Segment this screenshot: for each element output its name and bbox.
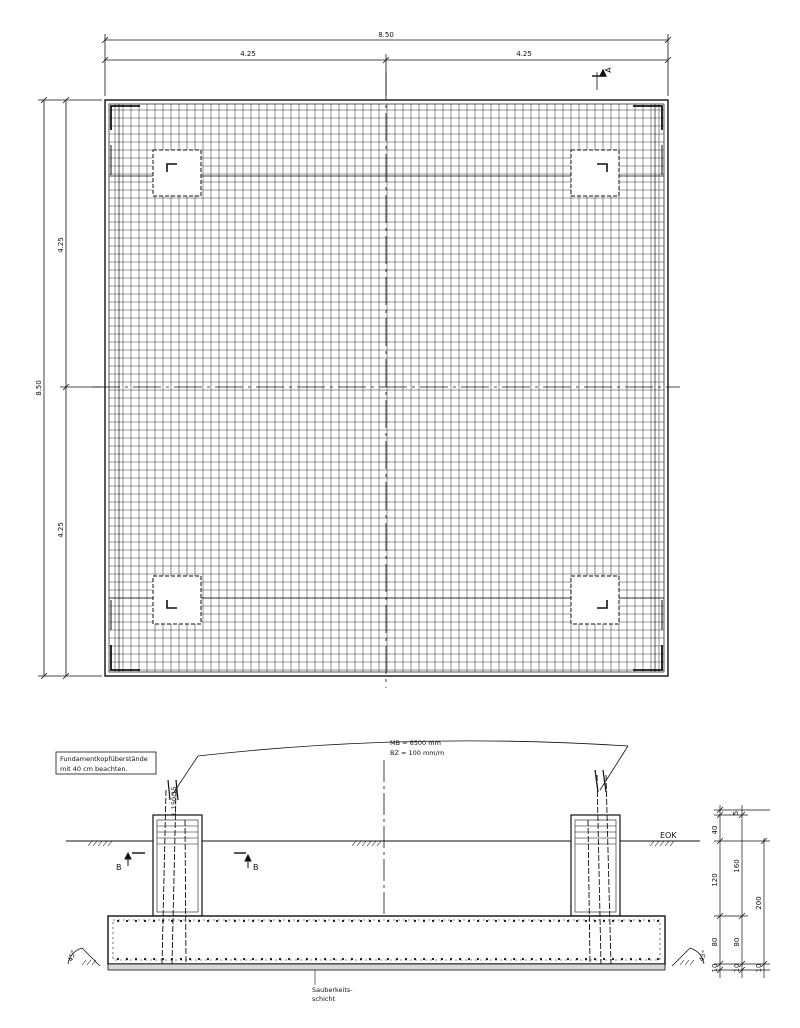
rebar-dot: [486, 958, 488, 960]
rebar-dot: [531, 920, 533, 922]
rebar-dot: [189, 920, 191, 922]
rebar-dot: [450, 920, 452, 922]
rebar-dot: [495, 920, 497, 922]
plan-view: [35, 31, 680, 688]
radius-leader-right: [600, 746, 628, 790]
rebar-dot: [459, 958, 461, 960]
rebar-dot: [639, 920, 641, 922]
rebar-dot: [630, 920, 632, 922]
lean-layer-label-2: schicht: [312, 995, 336, 1003]
rebar-dot: [144, 920, 146, 922]
rebar-dot: [333, 958, 335, 960]
rebar-dot: [648, 958, 650, 960]
angle-right-label: 45°: [697, 949, 709, 963]
dim-inner-2: 120: [711, 873, 719, 887]
rebar-dot: [234, 920, 236, 922]
rebar-dot: [378, 958, 380, 960]
rebar-dot: [144, 958, 146, 960]
rebar-dot: [297, 920, 299, 922]
rebar-dot: [513, 920, 515, 922]
rebar-dot: [432, 920, 434, 922]
rebar-dot: [459, 920, 461, 922]
dim-mid-0: 160: [733, 859, 741, 873]
rebar-dot: [639, 958, 641, 960]
rebar-dot: [441, 920, 443, 922]
rebar-dot: [315, 958, 317, 960]
section-marker-b-right: [234, 853, 251, 868]
rebar-dot: [423, 920, 425, 922]
rebar-dot: [261, 958, 263, 960]
rebar-dot: [468, 958, 470, 960]
rebar-dot: [324, 958, 326, 960]
rebar-dot: [261, 920, 263, 922]
rebar-dot: [558, 920, 560, 922]
rebar-dot: [423, 958, 425, 960]
rebar-dot: [549, 920, 551, 922]
rebar-dot: [630, 958, 632, 960]
rebar-dot: [549, 958, 551, 960]
dim-total-height: 8.50: [35, 380, 43, 396]
rebar-dot: [612, 920, 614, 922]
rebar-dot: [342, 958, 344, 960]
rebar-dot: [414, 958, 416, 960]
rebar-dot: [225, 920, 227, 922]
rebar-dot: [387, 920, 389, 922]
rebar-dot: [450, 958, 452, 960]
rebar-dot: [504, 958, 506, 960]
pedestal-stirrups: [157, 820, 616, 912]
profile-tops: [168, 770, 606, 800]
rebar-dot: [234, 958, 236, 960]
rebar-dot: [585, 958, 587, 960]
rebar-dot: [270, 958, 272, 960]
section-dimension-chains: [714, 805, 770, 978]
rebar-dot: [495, 958, 497, 960]
rebar-dot: [414, 920, 416, 922]
section-view: [56, 739, 770, 1003]
dim-mid-1: 80: [733, 937, 741, 947]
rebar-dot: [396, 920, 398, 922]
radius-text-1: MB = 6500 mm: [390, 739, 441, 747]
rebar-dot: [657, 920, 659, 922]
rebar-dot: [594, 920, 596, 922]
left-dimension: [38, 97, 102, 679]
rebar-dot: [315, 920, 317, 922]
rebar-dot: [216, 958, 218, 960]
rebar-dot: [270, 920, 272, 922]
rebar-dot: [621, 920, 623, 922]
rebar-dot: [279, 920, 281, 922]
rebar-dot: [405, 920, 407, 922]
rebar-dot: [378, 920, 380, 922]
rebar-dot: [324, 920, 326, 922]
section-marker-b-right-label: B: [253, 863, 259, 872]
rebar-dot: [657, 958, 659, 960]
lean-concrete-layer: [108, 964, 665, 970]
rebar-dot: [396, 958, 398, 960]
dim-half-top: 4.25: [57, 237, 65, 253]
dim-mid-2: 10: [733, 963, 741, 973]
note-line-2: mit 40 cm beachten.: [60, 765, 128, 773]
rebar-dot: [342, 920, 344, 922]
rebar-dot: [504, 920, 506, 922]
rebar-dot: [486, 920, 488, 922]
lean-layer-label-1: Sauberkeits-: [312, 986, 353, 994]
rebar-dot: [540, 920, 542, 922]
rebar-dot: [207, 958, 209, 960]
rebar-dot: [198, 920, 200, 922]
angle-left-label: 45°: [66, 949, 78, 963]
dim-half-right: 4.25: [516, 50, 532, 58]
rebar-dot: [558, 958, 560, 960]
rebar-dot: [351, 920, 353, 922]
rebar-dot: [648, 920, 650, 922]
rebar-dot: [126, 920, 128, 922]
foundation-slab: [108, 916, 665, 964]
pedestal-right: [571, 815, 620, 916]
note-line-1: Fundamentkopfüberstände: [60, 755, 148, 763]
rebar-dot: [243, 920, 245, 922]
rebar-dot: [603, 958, 605, 960]
rebar-dot: [477, 920, 479, 922]
rebar-dot: [603, 920, 605, 922]
dim-total-200: 200: [755, 896, 763, 910]
top-dimension: [102, 34, 671, 96]
profile-label: L 150/15: [170, 786, 178, 815]
dim-half-bottom: 4.25: [57, 522, 65, 538]
rebar-dot: [369, 958, 371, 960]
rebar-dot: [288, 958, 290, 960]
rebar-dot: [576, 958, 578, 960]
section-marker-a-label: A: [604, 67, 613, 73]
dim-bottom-10: 10: [755, 963, 763, 973]
rebar-dot: [198, 958, 200, 960]
rebar-dot: [360, 958, 362, 960]
dim-inner-0: 5: [732, 810, 740, 816]
rebar-dot: [540, 958, 542, 960]
rebar-dot: [279, 958, 281, 960]
rebar-dot: [369, 920, 371, 922]
rebar-dot: [441, 958, 443, 960]
rebar-dot: [126, 958, 128, 960]
rebar-dot: [333, 920, 335, 922]
rebar-dot: [252, 958, 254, 960]
rebar-dot: [306, 958, 308, 960]
rebar-dot: [180, 920, 182, 922]
rebar-dot: [468, 920, 470, 922]
rebar-dot: [117, 920, 119, 922]
rebar-dot: [306, 920, 308, 922]
rebar-dot: [585, 920, 587, 922]
rebar-dot: [252, 920, 254, 922]
rebar-dot: [180, 958, 182, 960]
rebar-dot: [567, 920, 569, 922]
rebar-dot: [531, 958, 533, 960]
rebar-dot: [522, 920, 524, 922]
rebar-dot: [153, 958, 155, 960]
rebar-dot: [288, 920, 290, 922]
rebar-dot: [135, 920, 137, 922]
dim-inner-3: 80: [711, 937, 719, 947]
dim-inner-4: 10: [711, 963, 719, 973]
rebar-dot: [216, 920, 218, 922]
rebar-dot: [225, 958, 227, 960]
dim-half-left: 4.25: [240, 50, 256, 58]
rebar-dot: [387, 958, 389, 960]
pedestal-left: [153, 815, 202, 916]
ground-level-label: EOK: [660, 831, 677, 840]
rebar-dot: [576, 920, 578, 922]
rebar-dot: [522, 958, 524, 960]
rebar-dot: [405, 958, 407, 960]
rebar-dot: [621, 958, 623, 960]
rebar-dot: [477, 958, 479, 960]
rebar-dot: [207, 920, 209, 922]
rebar-dot: [117, 958, 119, 960]
rebar-dot: [243, 958, 245, 960]
rebar-dot: [297, 958, 299, 960]
rebar-dot: [360, 920, 362, 922]
rebar-dot: [189, 958, 191, 960]
dim-total-width: 8.50: [378, 31, 394, 39]
rebar-dot: [432, 958, 434, 960]
rebar-dot: [351, 958, 353, 960]
rebar-dot: [153, 920, 155, 922]
rebar-dot: [135, 958, 137, 960]
rebar-dot: [567, 958, 569, 960]
rebar-dot: [513, 958, 515, 960]
section-marker-b-left-label: B: [116, 863, 122, 872]
rebar-dot: [594, 958, 596, 960]
dim-inner-1: 40: [711, 825, 719, 835]
radius-text-2: BZ = 100 mm/m: [390, 749, 445, 757]
rebar-dot: [612, 958, 614, 960]
section-marker-b-left: [125, 853, 145, 866]
